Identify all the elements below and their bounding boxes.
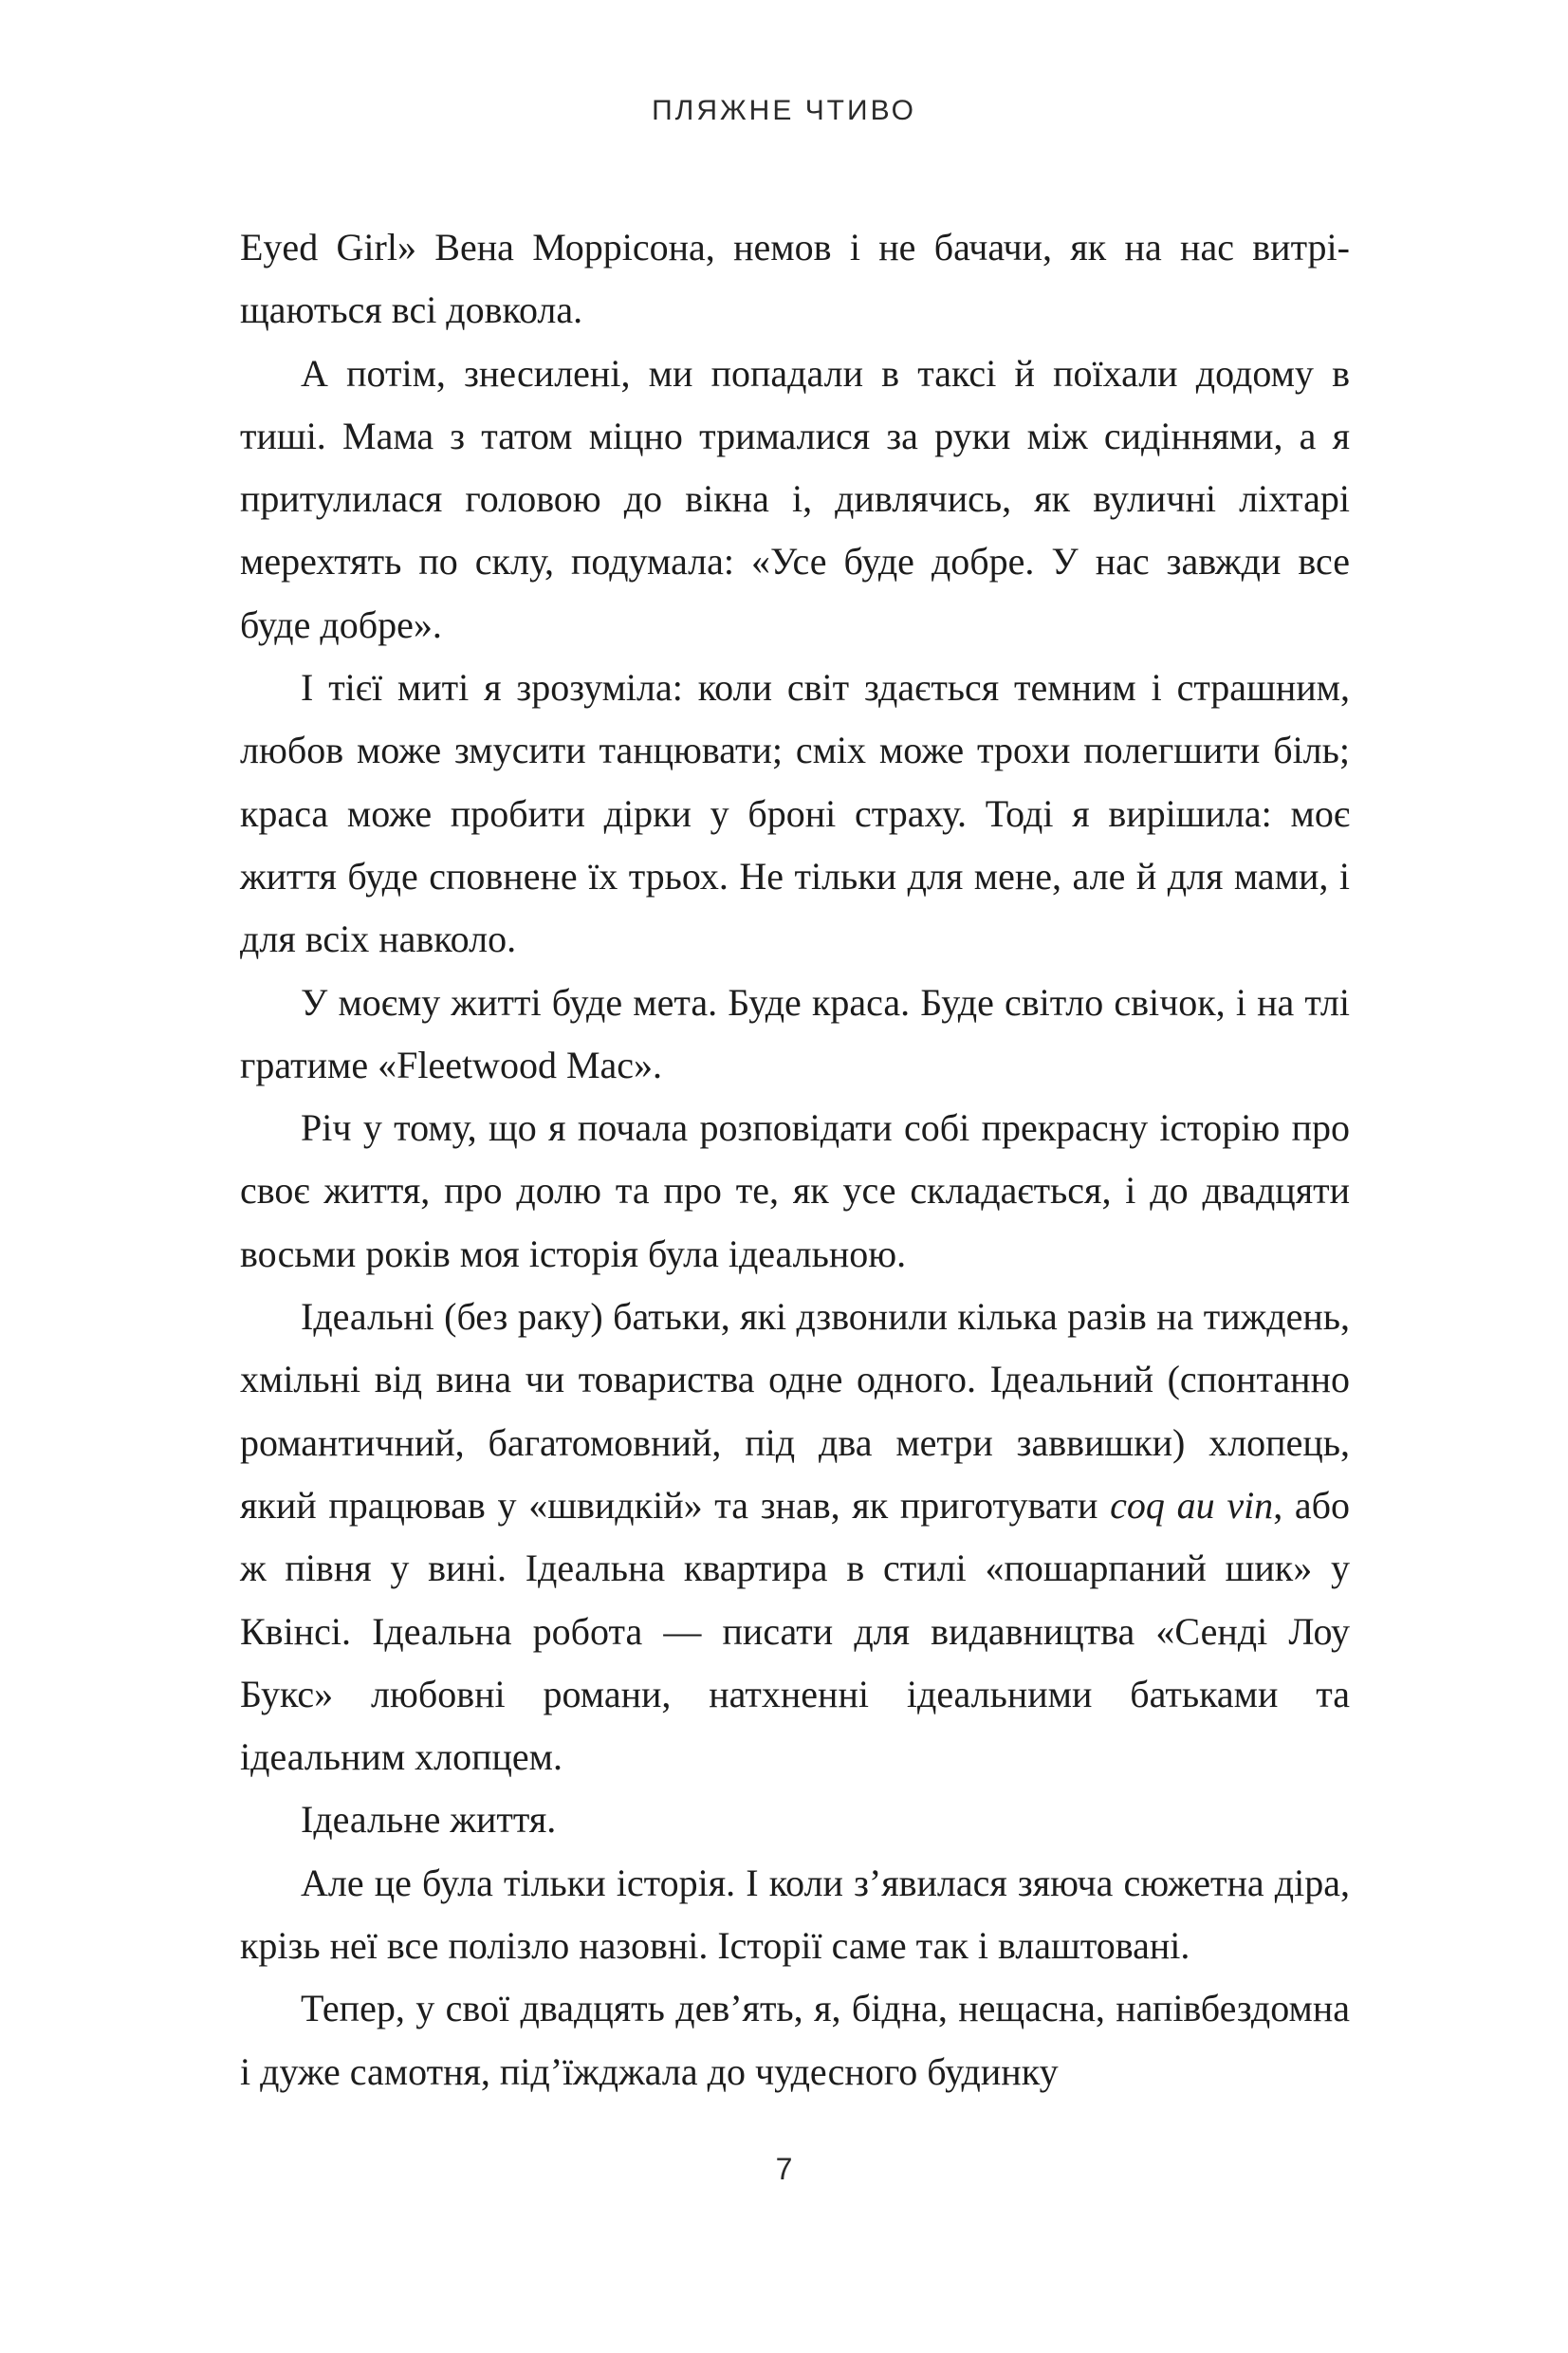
paragraph: Тепер, у свої двадцять дев’ять, я, бідна, нещасна, напівбездомна і дуже самотня, під’їжджала до чудесного будинку <box>240 1987 1350 2093</box>
italic-phrase: coq au vin <box>1110 1483 1274 1527</box>
paragraph-with-italic <box>240 1286 1350 1788</box>
paragraph: І тієї миті я зрозуміла: коли світ здається темним і страшним, любов може змусити танцювати; сміх може трохи полегшити біль; краса може пробити дірки у броні страху. Тоді я вирішила: моє життя буде сповнене їх трьох. Не тільки для мене, але й для мами, і для всіх навколо. <box>240 666 1350 961</box>
paragraph: У моєму житті буде мета. Буде краса. Буде світло свічок, і на тлі гратиме «Fleetwood Mac». <box>240 980 1350 1086</box>
paragraph-text-before-italic: Ідеальні (без раку) батьки, які дзвонили кілька разів на тиждень, хмільні від вина чи товариства одне одного. Ідеальний (спонтанно романтичний, багатомовний, під два метри заввишки) хлопець, який працював у «швидкій» та знав, як приготувати <box>240 1295 1350 1527</box>
paragraph: Ідеальне життя. <box>301 1798 557 1842</box>
paragraph: Річ у тому, що я почала розповідати собі прекрасну історію про своє життя, про долю та про те, як усе складається, і до двадцяти восьми років моя історія була ідеальною. <box>240 1106 1350 1275</box>
running-head-title: ПЛЯЖНЕ ЧТИВО <box>652 95 916 126</box>
paragraph: А потім, знесилені, ми попадали в таксі й поїхали додому в тиші. Мама з татом міцно трималися за руки між сидіннями, а я притулилася головою до вікна і, дивлячись, як вуличні ліхтарі мерехтять по склу, подумала: «Усе буде добре. У нас завжди все буде добре». <box>240 351 1350 646</box>
paragraph: Але це була тільки історія. І коли з’явилася зяюча сюжетна діра, крізь неї все полізло назовні. Історії саме так і влаштовані. <box>240 1861 1350 1968</box>
paragraph-text-after-italic: , або ж півня у вині. Ідеальна квартира в стилі «пошарпаний шик» у Квінсі. Ідеальна робота — писати для видавництва «Сенді Лоу Букс» любовні романи, натхненні ідеальними батьками та ідеальним хлопцем. <box>240 1483 1350 1779</box>
page-number: 7 <box>775 2152 793 2186</box>
body-text <box>240 216 1350 2103</box>
paragraph-continued: Eyed Girl» Вена Моррісона, немов і не бачачи, як на нас витріщаються всі довкола. <box>240 226 1350 332</box>
